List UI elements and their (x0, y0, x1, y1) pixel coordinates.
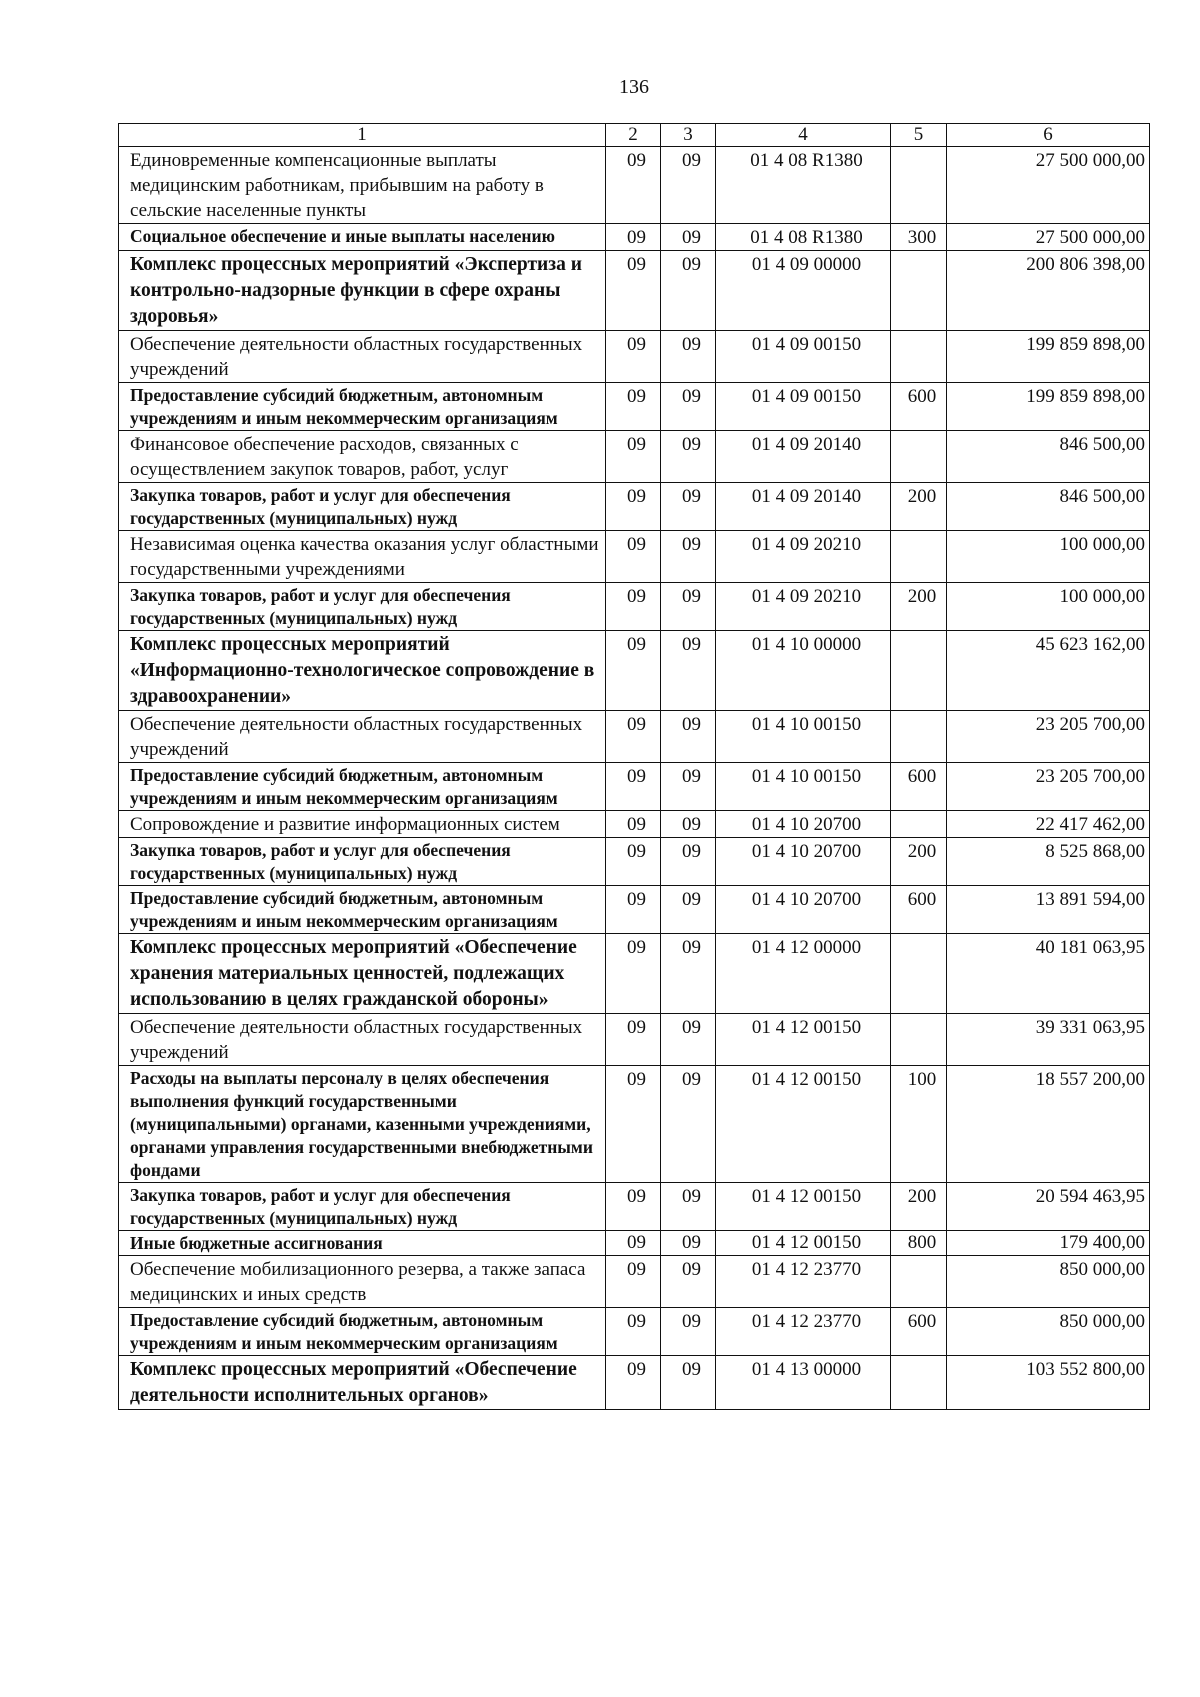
row-target-article-cell: 01 4 12 00150 (716, 1066, 891, 1183)
row-name-cell: Закупка товаров, работ и услуг для обеспечения государственных (муниципальных) нужд (119, 838, 606, 886)
row-target-article-cell: 01 4 10 00000 (716, 631, 891, 711)
table-header (119, 124, 1150, 147)
row-subsection-cell: 09 (661, 838, 716, 886)
row-subsection-cell: 09 (661, 1231, 716, 1256)
row-target-article-cell: 01 4 08 R1380 (716, 224, 891, 251)
row-amount-cell: 20 594 463,95 (947, 1183, 1150, 1231)
row-subsection-cell: 09 (661, 483, 716, 531)
row-section-cell: 09 (606, 1183, 661, 1231)
row-section-cell: 09 (606, 711, 661, 763)
row-name-cell: Закупка товаров, работ и услуг для обеспечения государственных (муниципальных) нужд (119, 1183, 606, 1231)
row-expense-type-cell: 200 (891, 838, 947, 886)
row-name-cell: Обеспечение деятельности областных государственных учреждений (119, 1014, 606, 1066)
table-body (119, 147, 1150, 1410)
table-row (119, 431, 1150, 483)
column-header-4: 4 (716, 124, 891, 147)
header-row (119, 124, 1150, 147)
row-name-cell: Закупка товаров, работ и услуг для обеспечения государственных (муниципальных) нужд (119, 483, 606, 531)
row-subsection-cell: 09 (661, 331, 716, 383)
row-target-article-cell: 01 4 10 20700 (716, 838, 891, 886)
column-header-1: 1 (119, 124, 606, 147)
row-section-cell: 09 (606, 1308, 661, 1356)
row-expense-type-cell: 200 (891, 483, 947, 531)
row-section-cell: 09 (606, 811, 661, 838)
row-amount-cell: 27 500 000,00 (947, 224, 1150, 251)
row-target-article-cell: 01 4 12 00000 (716, 934, 891, 1014)
row-name-cell: Комплекс процессных мероприятий «Экспертиза и контрольно-надзорные функции в сфере охраны здоровья» (119, 251, 606, 331)
row-name-cell: Расходы на выплаты персоналу в целях обеспечения выполнения функций государственными (муниципальными) органами, казенными учреждениями, органами управления государственными внебюджетными фондами (119, 1066, 606, 1183)
row-section-cell: 09 (606, 1256, 661, 1308)
row-amount-cell: 850 000,00 (947, 1256, 1150, 1308)
table-row (119, 483, 1150, 531)
row-name-cell: Сопровождение и развитие информационных систем (119, 811, 606, 838)
row-section-cell: 09 (606, 631, 661, 711)
table-row (119, 383, 1150, 431)
row-section-cell: 09 (606, 1066, 661, 1183)
row-subsection-cell: 09 (661, 711, 716, 763)
row-subsection-cell: 09 (661, 763, 716, 811)
row-subsection-cell: 09 (661, 383, 716, 431)
table-row (119, 1256, 1150, 1308)
row-expense-type-cell (891, 251, 947, 331)
row-subsection-cell: 09 (661, 1356, 716, 1410)
row-expense-type-cell: 100 (891, 1066, 947, 1183)
row-amount-cell: 8 525 868,00 (947, 838, 1150, 886)
table-row (119, 1308, 1150, 1356)
row-subsection-cell: 09 (661, 147, 716, 224)
row-section-cell: 09 (606, 1356, 661, 1410)
row-section-cell: 09 (606, 1014, 661, 1066)
table-row (119, 1183, 1150, 1231)
row-target-article-cell: 01 4 08 R1380 (716, 147, 891, 224)
row-target-article-cell: 01 4 09 20210 (716, 531, 891, 583)
row-section-cell: 09 (606, 483, 661, 531)
row-section-cell: 09 (606, 431, 661, 483)
row-target-article-cell: 01 4 12 23770 (716, 1308, 891, 1356)
table-row (119, 1014, 1150, 1066)
row-name-cell: Финансовое обеспечение расходов, связанных с осуществлением закупок товаров, работ, услуг (119, 431, 606, 483)
row-name-cell: Предоставление субсидий бюджетным, автономным учреждениям и иным некоммерческим организациям (119, 886, 606, 934)
row-amount-cell: 45 623 162,00 (947, 631, 1150, 711)
row-section-cell: 09 (606, 934, 661, 1014)
row-subsection-cell: 09 (661, 631, 716, 711)
table-row (119, 1066, 1150, 1183)
row-target-article-cell: 01 4 13 00000 (716, 1356, 891, 1410)
table-row (119, 251, 1150, 331)
row-section-cell: 09 (606, 1231, 661, 1256)
row-amount-cell: 23 205 700,00 (947, 763, 1150, 811)
row-subsection-cell: 09 (661, 811, 716, 838)
table-row (119, 711, 1150, 763)
table-row (119, 147, 1150, 224)
row-expense-type-cell: 200 (891, 583, 947, 631)
row-expense-type-cell: 200 (891, 1183, 947, 1231)
row-expense-type-cell (891, 1256, 947, 1308)
table-row (119, 531, 1150, 583)
column-header-6: 6 (947, 124, 1150, 147)
row-expense-type-cell (891, 711, 947, 763)
row-name-cell: Иные бюджетные ассигнования (119, 1231, 606, 1256)
table-row (119, 811, 1150, 838)
row-subsection-cell: 09 (661, 531, 716, 583)
row-name-cell: Единовременные компенсационные выплаты медицинским работникам, прибывшим на работу в сельские населенные пункты (119, 147, 606, 224)
row-section-cell: 09 (606, 147, 661, 224)
row-section-cell: 09 (606, 331, 661, 383)
row-target-article-cell: 01 4 10 00150 (716, 763, 891, 811)
row-subsection-cell: 09 (661, 224, 716, 251)
row-subsection-cell: 09 (661, 251, 716, 331)
row-target-article-cell: 01 4 12 23770 (716, 1256, 891, 1308)
row-expense-type-cell (891, 531, 947, 583)
row-section-cell: 09 (606, 383, 661, 431)
row-target-article-cell: 01 4 12 00150 (716, 1014, 891, 1066)
row-expense-type-cell (891, 147, 947, 224)
row-name-cell: Закупка товаров, работ и услуг для обеспечения государственных (муниципальных) нужд (119, 583, 606, 631)
row-expense-type-cell (891, 934, 947, 1014)
table-row (119, 934, 1150, 1014)
row-target-article-cell: 01 4 10 20700 (716, 811, 891, 838)
row-expense-type-cell (891, 811, 947, 838)
table-row (119, 583, 1150, 631)
row-target-article-cell: 01 4 09 00000 (716, 251, 891, 331)
row-section-cell: 09 (606, 251, 661, 331)
row-amount-cell: 100 000,00 (947, 531, 1150, 583)
row-expense-type-cell (891, 1014, 947, 1066)
row-section-cell: 09 (606, 224, 661, 251)
row-amount-cell: 199 859 898,00 (947, 383, 1150, 431)
row-name-cell: Предоставление субсидий бюджетным, автономным учреждениям и иным некоммерческим организациям (119, 763, 606, 811)
row-subsection-cell: 09 (661, 1183, 716, 1231)
row-expense-type-cell: 800 (891, 1231, 947, 1256)
row-target-article-cell: 01 4 09 00150 (716, 383, 891, 431)
row-expense-type-cell: 300 (891, 224, 947, 251)
row-amount-cell: 23 205 700,00 (947, 711, 1150, 763)
column-header-2: 2 (606, 124, 661, 147)
row-section-cell: 09 (606, 583, 661, 631)
row-expense-type-cell: 600 (891, 383, 947, 431)
row-target-article-cell: 01 4 12 00150 (716, 1231, 891, 1256)
row-amount-cell: 199 859 898,00 (947, 331, 1150, 383)
row-amount-cell: 100 000,00 (947, 583, 1150, 631)
table-row (119, 331, 1150, 383)
row-expense-type-cell: 600 (891, 1308, 947, 1356)
row-amount-cell: 200 806 398,00 (947, 251, 1150, 331)
row-target-article-cell: 01 4 09 20210 (716, 583, 891, 631)
budget-table (118, 123, 1150, 1410)
row-amount-cell: 850 000,00 (947, 1308, 1150, 1356)
row-subsection-cell: 09 (661, 1308, 716, 1356)
row-name-cell: Комплекс процессных мероприятий «Обеспечение деятельности исполнительных органов» (119, 1356, 606, 1410)
table-row (119, 763, 1150, 811)
row-name-cell: Комплекс процессных мероприятий «Обеспечение хранения материальных ценностей, подлежащих использованию в целях гражданской обороны» (119, 934, 606, 1014)
row-subsection-cell: 09 (661, 1014, 716, 1066)
page-number: 136 (619, 76, 649, 98)
row-name-cell: Предоставление субсидий бюджетным, автономным учреждениям и иным некоммерческим организациям (119, 1308, 606, 1356)
row-name-cell: Обеспечение деятельности областных государственных учреждений (119, 711, 606, 763)
row-subsection-cell: 09 (661, 886, 716, 934)
column-header-3: 3 (661, 124, 716, 147)
row-amount-cell: 103 552 800,00 (947, 1356, 1150, 1410)
row-subsection-cell: 09 (661, 431, 716, 483)
row-expense-type-cell (891, 1356, 947, 1410)
table-row (119, 886, 1150, 934)
row-target-article-cell: 01 4 10 20700 (716, 886, 891, 934)
row-section-cell: 09 (606, 886, 661, 934)
row-amount-cell: 13 891 594,00 (947, 886, 1150, 934)
row-amount-cell: 39 331 063,95 (947, 1014, 1150, 1066)
row-subsection-cell: 09 (661, 1066, 716, 1183)
row-target-article-cell: 01 4 12 00150 (716, 1183, 891, 1231)
row-name-cell: Социальное обеспечение и иные выплаты населению (119, 224, 606, 251)
row-subsection-cell: 09 (661, 583, 716, 631)
row-section-cell: 09 (606, 763, 661, 811)
row-target-article-cell: 01 4 09 20140 (716, 431, 891, 483)
table-row (119, 224, 1150, 251)
row-amount-cell: 846 500,00 (947, 431, 1150, 483)
row-name-cell: Предоставление субсидий бюджетным, автономным учреждениям и иным некоммерческим организациям (119, 383, 606, 431)
row-amount-cell: 22 417 462,00 (947, 811, 1150, 838)
row-section-cell: 09 (606, 838, 661, 886)
row-name-cell: Независимая оценка качества оказания услуг областными государственными учреждениями (119, 531, 606, 583)
row-target-article-cell: 01 4 09 20140 (716, 483, 891, 531)
table-row (119, 1356, 1150, 1410)
row-expense-type-cell: 600 (891, 886, 947, 934)
row-target-article-cell: 01 4 10 00150 (716, 711, 891, 763)
row-section-cell: 09 (606, 531, 661, 583)
row-name-cell: Комплекс процессных мероприятий «Информационно-технологическое сопровождение в здравоохранении» (119, 631, 606, 711)
row-amount-cell: 27 500 000,00 (947, 147, 1150, 224)
row-subsection-cell: 09 (661, 934, 716, 1014)
row-amount-cell: 18 557 200,00 (947, 1066, 1150, 1183)
table-row (119, 1231, 1150, 1256)
table-row (119, 838, 1150, 886)
row-amount-cell: 40 181 063,95 (947, 934, 1150, 1014)
row-amount-cell: 846 500,00 (947, 483, 1150, 531)
table-row (119, 631, 1150, 711)
row-name-cell: Обеспечение деятельности областных государственных учреждений (119, 331, 606, 383)
row-amount-cell: 179 400,00 (947, 1231, 1150, 1256)
row-expense-type-cell: 600 (891, 763, 947, 811)
row-expense-type-cell (891, 631, 947, 711)
row-expense-type-cell (891, 331, 947, 383)
column-header-5: 5 (891, 124, 947, 147)
row-subsection-cell: 09 (661, 1256, 716, 1308)
row-expense-type-cell (891, 431, 947, 483)
row-target-article-cell: 01 4 09 00150 (716, 331, 891, 383)
row-name-cell: Обеспечение мобилизационного резерва, а также запаса медицинских и иных средств (119, 1256, 606, 1308)
